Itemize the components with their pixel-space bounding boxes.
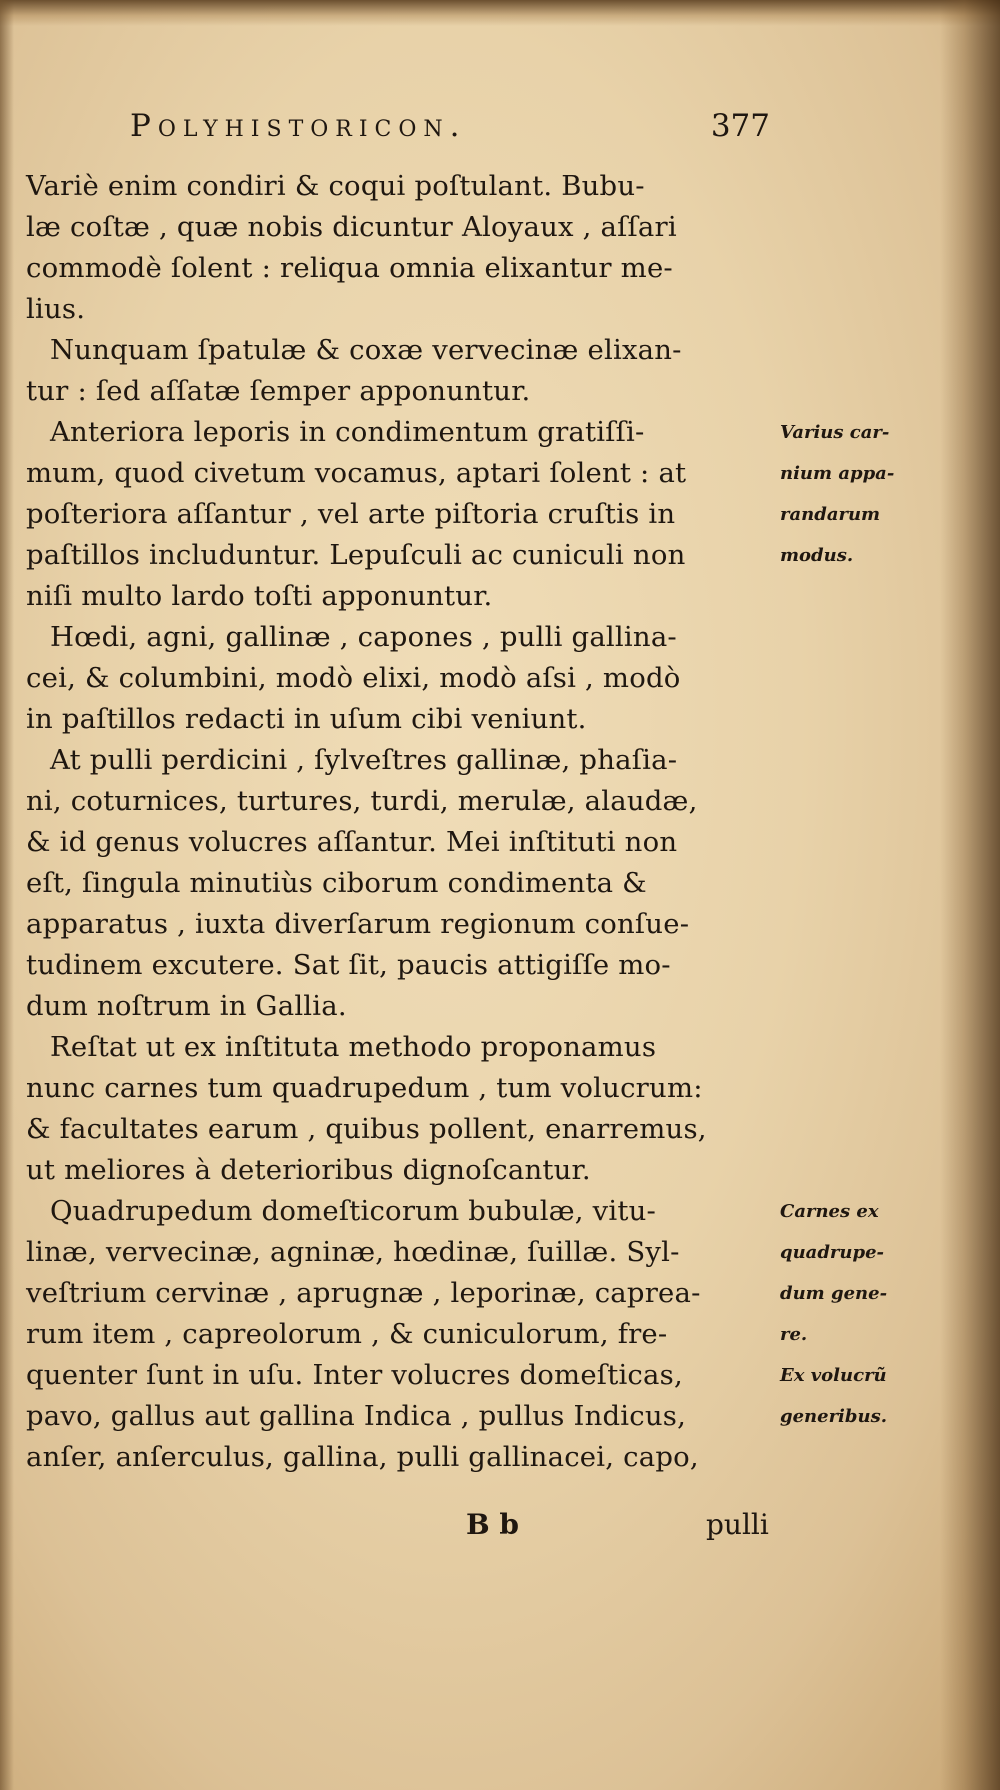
margin-note-line: generibus. xyxy=(780,1406,887,1427)
text-line: in paſtillos redacti in uſum cibi veniunt. xyxy=(26,703,587,735)
text-line: Hœdi, agni, gallinæ , capones , pulli gallina- xyxy=(50,621,677,653)
text-line: mum, quod civetum vocamus, aptari ſolent : at xyxy=(26,457,687,489)
text-line: quenter ſunt in uſu. Inter volucres domeſticas, xyxy=(26,1359,683,1391)
text-line: ni, coturnices, turtures, turdi, merulæ, alaudæ, xyxy=(26,785,698,817)
margin-note-line: nium appa- xyxy=(780,463,895,484)
text-line: & id genus volucres aſſantur. Mei inſtituti non xyxy=(26,826,678,858)
margin-note-line: randarum xyxy=(780,504,881,525)
text-line: & facultates earum , quibus pollent, enarremus, xyxy=(26,1113,707,1145)
margin-note-line: Carnes ex xyxy=(780,1201,879,1222)
page-left-edge-shadow xyxy=(0,0,14,1790)
margin-note-line: dum gene- xyxy=(780,1283,888,1304)
page-header xyxy=(130,108,770,156)
text-line: Nunquam ſpatulæ & coxæ vervecinæ elixan- xyxy=(50,334,682,366)
text-line: At pulli perdicini , ſylveſtres gallinæ, phaſia- xyxy=(50,744,678,776)
text-line: lius. xyxy=(26,293,86,325)
running-head: Polyhistoricon. xyxy=(130,108,467,144)
text-line: apparatus , iuxta diverſarum regionum conſue- xyxy=(26,908,690,940)
catchword: pulli xyxy=(706,1508,769,1541)
signature-mark: B b xyxy=(466,1508,519,1541)
page-number: 377 xyxy=(710,108,770,144)
text-line: rum item , capreolorum , & cuniculorum, fre- xyxy=(26,1318,668,1350)
text-line: niſi multo lardo toſti apponuntur. xyxy=(26,580,493,612)
text-line: cei, & columbini, modò elixi, modò aſsi , modò xyxy=(26,662,681,694)
margin-note-line: Ex volucrũ xyxy=(780,1365,887,1386)
page-top-edge-shadow xyxy=(0,0,1000,26)
text-line: tur : ſed aſſatæ ſemper apponuntur. xyxy=(26,375,531,407)
margin-note-line: Varius car- xyxy=(780,422,890,443)
text-line: anſer, anſerculus, gallina, pulli gallinacei, capo, xyxy=(26,1441,699,1473)
text-line: Variè enim condiri & coqui poſtulant. Bubu- xyxy=(26,170,645,202)
text-line: tudinem excutere. Sat ſit, paucis attigiſſe mo- xyxy=(26,949,671,981)
text-line: dum noſtrum in Gallia. xyxy=(26,990,347,1022)
margin-note-carnes-ex-quadrupedum xyxy=(780,1191,950,1437)
margin-note-line: quadrupe- xyxy=(780,1242,885,1263)
text-line: ut meliores à deterioribus dignoſcantur. xyxy=(26,1154,591,1186)
text-line: Quadrupedum domeſticorum bubulæ, vitu- xyxy=(50,1195,657,1227)
text-line: nunc carnes tum quadrupedum , tum volucrum: xyxy=(26,1072,703,1104)
text-line: veſtrium cervinæ , aprugnæ , leporinæ, caprea- xyxy=(26,1277,701,1309)
text-line: Reſtat ut ex inſtituta methodo proponamus xyxy=(50,1031,657,1063)
margin-note-varius-carnium xyxy=(780,412,950,576)
text-line: paſtillos includuntur. Lepuſculi ac cuniculi non xyxy=(26,539,686,571)
text-line: commodè ſolent : reliqua omnia elixantur me- xyxy=(26,252,673,284)
body-text xyxy=(26,166,766,1478)
text-line: linæ, vervecinæ, agninæ, hœdinæ, ſuillæ. Syl- xyxy=(26,1236,680,1268)
page-binding-shadow xyxy=(940,0,1000,1790)
margin-note-line: re. xyxy=(780,1324,808,1345)
text-line: Anteriora leporis in condimentum gratiſſi- xyxy=(50,416,645,448)
text-line: poſteriora aſſantur , vel arte piſtoria cruſtis in xyxy=(26,498,676,530)
text-line: eſt, ſingula minutiùs ciborum condimenta & xyxy=(26,867,647,899)
text-line: læ coſtæ , quæ nobis dicuntur Aloyaux , aſſari xyxy=(26,211,677,243)
margin-note-line: modus. xyxy=(780,545,854,566)
text-line: pavo, gallus aut gallina Indica , pullus Indicus, xyxy=(26,1400,687,1432)
